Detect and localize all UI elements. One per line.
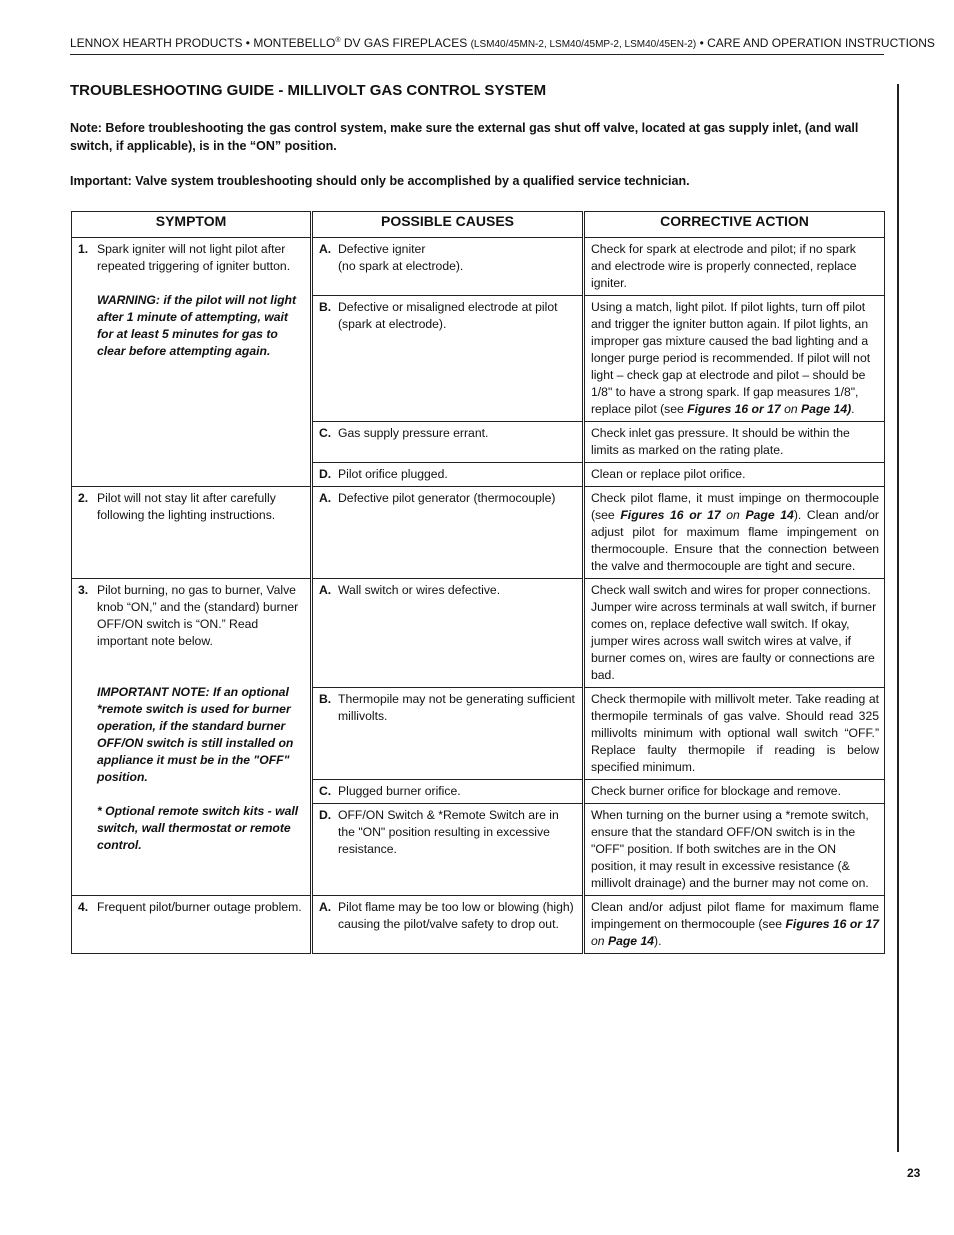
on-text: on <box>780 402 802 416</box>
header-section: • CARE AND OPERATION INSTRUCTIONS <box>696 36 935 50</box>
action-1d: Clean or replace pilot orifice. <box>584 463 885 487</box>
symptom-text: Pilot burning, no gas to burner, Valve knob “ON,” and the (standard) burner OFF/ON switch is “ON.” Read important note below. <box>97 583 299 648</box>
table-header-row <box>72 212 885 238</box>
cause-letter: A. <box>319 242 332 256</box>
on-text: on <box>591 934 608 948</box>
cause-3d <box>312 804 584 896</box>
cause-letter: C. <box>319 784 332 798</box>
page-title: TROUBLESHOOTING GUIDE - MILLIVOLT GAS CONTROL SYSTEM <box>70 82 547 99</box>
symptom-text: Pilot will not stay lit after carefully following the lighting instructions. <box>97 491 276 522</box>
symptom-text: Spark igniter will not light pilot after repeated triggering of igniter button. <box>97 242 291 273</box>
cause-letter: D. <box>319 467 332 481</box>
symptom-2 <box>72 487 312 579</box>
cause-letter: A. <box>319 583 332 597</box>
cause-letter: A. <box>319 900 332 914</box>
cause-letter: D. <box>319 808 332 822</box>
action-3d: When turning on the burner using a *remote switch, ensure that the standard OFF/ON switch is in the "OFF" position. If both switches are in the ON position, it may result in excessive resistance (& millivolt drainage) and the burner may not come on. <box>584 804 885 896</box>
action-3b: Check thermopile with millivolt meter. Take reading at thermopile terminals of gas valve. Should read 325 millivolts minimum with optional wall switch “OFF.” Replace faulty thermopile if reading is below specified minimum. <box>584 688 885 780</box>
cause-3a <box>312 579 584 688</box>
cause-text: Wall switch or wires defective. <box>338 583 501 597</box>
symptom-warning: WARNING: if the pilot will not light after 1 minute of attempting, wait for at least 5 minutes for gas to clear before attempting again. <box>97 293 297 358</box>
header-brand: LENNOX HEARTH PRODUCTS • MONTEBELLO <box>70 36 336 50</box>
symptom-number: 2. <box>78 491 89 505</box>
cause-2a <box>312 487 584 579</box>
cause-text: Defective igniter <box>338 242 426 256</box>
cause-letter: A. <box>319 491 332 505</box>
cause-1a <box>312 238 584 296</box>
cause-1b <box>312 296 584 422</box>
cause-1d <box>312 463 584 487</box>
header-corrective-action: CORRECTIVE ACTION <box>584 212 885 238</box>
page-number: 23 <box>907 1166 921 1180</box>
table-row <box>72 238 885 296</box>
action-4a <box>584 896 885 954</box>
header-possible-causes: POSSIBLE CAUSES <box>312 212 584 238</box>
action-text: Clean and/or adjust pilot flame for maximum flame impingement on thermocouple (see <box>591 900 879 931</box>
cause-1c <box>312 422 584 463</box>
cause-text-line2: (no spark at electrode). <box>338 259 464 273</box>
action-3c: Check burner orifice for blockage and remove. <box>584 780 885 804</box>
action-2a <box>584 487 885 579</box>
cause-text: Thermopile may not be generating sufficient millivolts. <box>338 692 575 723</box>
symptom-3 <box>72 579 312 896</box>
table-row <box>72 579 885 688</box>
header-models: (LSM40/45MN-2, LSM40/45MP-2, LSM40/45EN-2) <box>470 39 697 50</box>
page-reference: Page 14) <box>801 402 852 416</box>
cause-text: Plugged burner orifice. <box>338 784 461 798</box>
cause-4a <box>312 896 584 954</box>
action-1b <box>584 296 885 422</box>
page-header <box>70 36 935 55</box>
symptom-number: 4. <box>78 900 89 914</box>
figure-reference: Figures 16 or 17 <box>620 508 721 522</box>
action-text-cont: ). Clean and/or adjust pilot for maximum flame impingement on thermocouple. Ensure that the connection between the valve and thermocouple are tight and secure. <box>591 508 879 573</box>
cause-letter: B. <box>319 692 332 706</box>
page-reference: Page 14 <box>607 934 655 948</box>
cause-text: Defective or misaligned electrode at pilot (spark at electrode). <box>338 300 558 331</box>
action-text: Using a match, light pilot. If pilot lights, turn off pilot and trigger the igniter button again. If pilot lights, an improper gas mixture caused the bad lighting and a longer purge period is recommended. If pilot will not light – check gap at electrode and pilot – should be 1/8" to have a strong spark. If gap measures 1/8", replace pilot (see <box>591 300 871 416</box>
action-end: . <box>851 402 855 416</box>
symptom-4 <box>72 896 312 954</box>
symptom-number: 1. <box>78 242 89 256</box>
page-reference: Page 14 <box>745 508 794 522</box>
symptom-text: Frequent pilot/burner outage problem. <box>97 900 302 914</box>
header-product: DV GAS FIREPLACES <box>340 36 471 50</box>
note-before-troubleshooting: Note: Before troubleshooting the gas control system, make sure the external gas shut off valve, located at gas supply inlet, (and wall switch, if applicable), is in the “ON” position. <box>70 121 859 153</box>
figure-reference: Figures 16 or 17 <box>687 402 781 416</box>
symptom-number: 3. <box>78 583 89 597</box>
symptom-important-note: IMPORTANT NOTE: If an optional *remote switch is used for burner operation, if the standard burner OFF/ON switch is still installed on appliance it must be in the "OFF" position. <box>97 685 294 784</box>
cause-letter: B. <box>319 300 332 314</box>
right-margin-rule <box>897 84 899 1152</box>
note-important: Important: Valve system troubleshooting should only be accomplished by a qualified service technician. <box>70 174 690 188</box>
table-row <box>72 487 885 579</box>
cause-3b <box>312 688 584 780</box>
table-row <box>72 896 885 954</box>
on-text: on <box>720 508 746 522</box>
symptom-optional-note: * Optional remote switch kits - wall switch, wall thermostat or remote control. <box>97 804 299 852</box>
figure-reference: Figures 16 or 17 <box>785 917 879 931</box>
troubleshooting-table <box>71 211 885 954</box>
action-1a: Check for spark at electrode and pilot; if no spark and electrode wire is properly connected, replace igniter. <box>584 238 885 296</box>
cause-text: Pilot orifice plugged. <box>338 467 448 481</box>
action-3a: Check wall switch and wires for proper connections. Jumper wire across terminals at wall switch, if burner comes on, replace defective wall switch. If okay, jumper wires across wall switch wires at valve, if burner comes on, wires are faulty or connections are bad. <box>584 579 885 688</box>
cause-3c <box>312 780 584 804</box>
cause-text: Defective pilot generator (thermocouple) <box>338 491 556 505</box>
header-symptom: SYMPTOM <box>72 212 312 238</box>
cause-letter: C. <box>319 426 332 440</box>
action-text: Check pilot flame, it must impinge on thermocouple (see <box>591 491 879 522</box>
cause-text: OFF/ON Switch & *Remote Switch are in the "ON" position resulting in excessive resistance. <box>338 808 559 856</box>
cause-text: Gas supply pressure errant. <box>338 426 489 440</box>
cause-text: Pilot flame may be too low or blowing (high) causing the pilot/valve safety to drop out. <box>338 900 574 931</box>
symptom-1 <box>72 238 312 487</box>
header-registered-mark: ® <box>335 37 341 44</box>
action-1c: Check inlet gas pressure. It should be within the limits as marked on the rating plate. <box>584 422 885 463</box>
action-end: ). <box>654 934 662 948</box>
